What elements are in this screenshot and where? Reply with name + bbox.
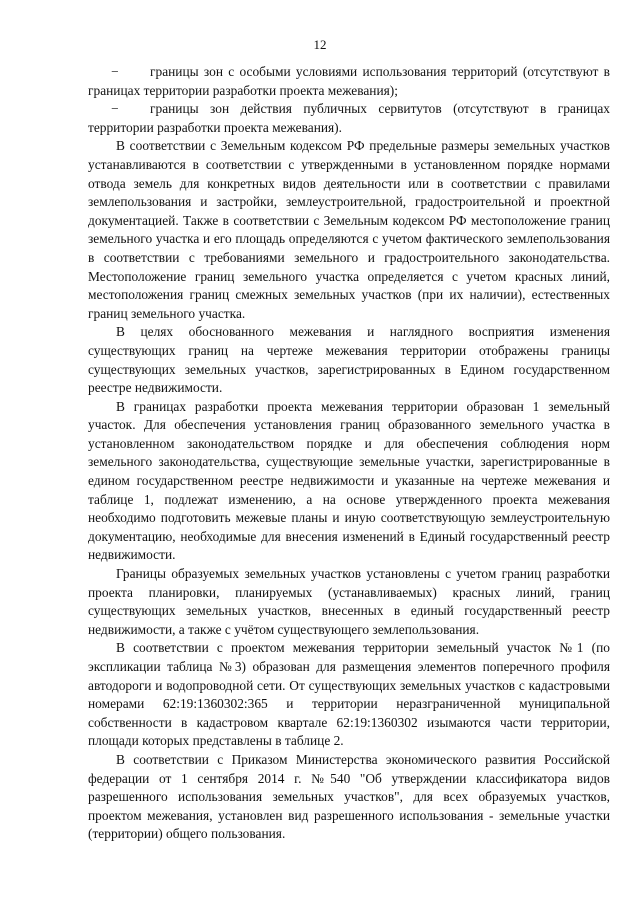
bullet-text: границы зон с особыми условиями использования территорий (отсутствуют в границах территории разработки проекта межевания); xyxy=(88,64,610,98)
paragraph-land-code: В соответствии с Земельным кодексом РФ предельные размеры земельных участков устанавливаются в соответствии с утвержденными в установленном порядке нормами отвода земель для конкретных видов деятельности или в соответствии с правилами землепользования и застройки, землеустроительной, градостроительной и проектной документацией. Также в соответствии с Земельным кодексом РФ местоположение границ земельного участка и его площадь определяются с учетом фактического землепользования в соответствии с требованиями земельного и градостроительного законодательства. Местоположение границ земельного участка определяется с учетом красных линий, местоположения границ смежных земельных участков (при их наличии), естественных границ земельного участка. xyxy=(88,138,610,321)
page-number: 12 xyxy=(313,37,327,52)
page-body xyxy=(88,63,610,844)
paragraph-plot-1: В соответствии с проектом межевания территории земельный участок №1 (по экспликации таблица №3) образован для размещения элементов поперечного профиля автодороги и водопроводной сети. От существующих земельных участков с кадастровыми номерами 62:19:1360302:365 и территории неразграниченной муниципальной собственности в кадастровом квартале 62:19:1360302 изымаются части территории, площади которых представлены в таблице 2. xyxy=(88,640,610,749)
bullet-marker: − xyxy=(111,64,119,79)
paragraph-order-540: В соответствии с Приказом Министерства экономического развития Российской федерации от 1 сентября 2014 г. №540 "Об утверждении классификатора видов разрешенного использования земельных участков", для всех образуемых участков, проектом межевания, установлен вид разрешенного использования - земельные участки (территории) общего пользования. xyxy=(88,751,610,842)
paragraph-boundaries-display: В целях обоснованного межевания и наглядного восприятия изменения существующих границ на чертеже межевания территории отображены границы существующих земельных участков, зарегистрированных в Едином государственном реестре недвижимости. xyxy=(88,324,610,396)
bullet-item-zones xyxy=(88,63,610,100)
bullet-marker: − xyxy=(111,101,119,117)
bullet-item-servitudes xyxy=(88,100,610,137)
paragraph-formed-plot: В границах разработки проекта межевания территории образован 1 земельный участок. Для обеспечения установления границ образованного земельного участка в установленном законодательством порядке и для обеспечения соблюдения норм земельного законодательства, существующие земельные участки, зарегистрированные в едином государственном реестре недвижимости и указанные на чертеже межевания и таблице 1, подлежат изменению, а на основе утвержденного проекта межевания необходимо подготовить межевые планы и иную соответствующую землеустроительную документацию, необходимые для внесения изменений в Единый государственный реестр недвижимости. xyxy=(88,398,610,563)
bullet-text: границы зон действия публичных сервитутов (отсутствуют в границах территории разработки проекта межевания). xyxy=(88,101,610,135)
paragraph-boundaries-established: Границы образуемых земельных участков установлены с учетом границ разработки проекта планировки, планируемых (устанавливаемых) красных линий, границ существующих земельных участков, внесенных в единый государственный реестр недвижимости, а также с учётом существующего землепользования. xyxy=(88,566,610,637)
